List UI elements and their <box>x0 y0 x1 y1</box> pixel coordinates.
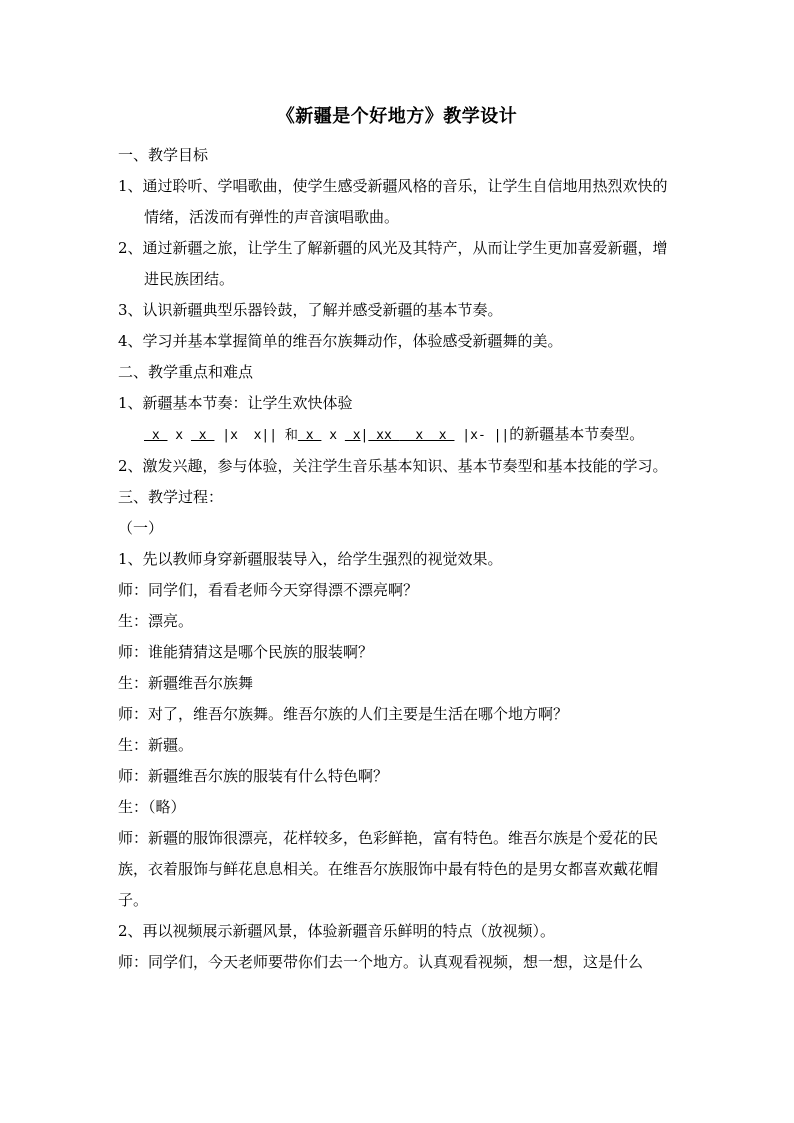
rhythm-note: x <box>144 428 168 443</box>
dialogue-line: 师：新疆的服饰很漂亮，花样较多，色彩鲜艳，富有特色。维吾尔族是个爱花的民族，衣着服饰与鲜花息息相关。在维吾尔族服饰中最有特色的是男女都喜欢戴花帽子。 <box>118 829 659 909</box>
key-point-2: 2、激发兴趣，参与体验，关注学生音乐基本知识、基本节奏型和基本技能的学习。 <box>118 457 668 475</box>
dialogue-line: 生：漂亮。 <box>118 612 194 630</box>
dialogue-line: 师：同学们，今天老师要带你们去一个地方。认真观看视频，想一想，这是什么 <box>118 953 644 971</box>
document-title: 《新疆是个好地方》教学设计 <box>276 106 518 127</box>
process-line: 1、先以教师身穿新疆服装导入，给学生强烈的视觉效果。 <box>118 550 503 568</box>
rhythm-note: x x <box>399 428 455 443</box>
section-heading-goals: 一、教学目标 <box>118 146 209 164</box>
section-heading-key-points: 二、教学重点和难点 <box>118 363 254 381</box>
key-point-1-suffix: 的新疆基本节奏型。 <box>509 425 645 443</box>
dialogue-line: 生：（略） <box>118 798 186 816</box>
key-point-1 <box>118 388 678 451</box>
dialogue-line: 师：谁能猜猜这是哪个民族的服装啊？ <box>118 643 374 661</box>
process-line: 2、再以视频展示新疆风景，体验新疆音乐鲜明的特点（放视频）。 <box>118 922 556 940</box>
dialogue-line: 生：新疆维吾尔族舞 <box>118 674 254 692</box>
rhythm-note: x <box>297 428 322 443</box>
rhythm-note: | <box>360 428 369 443</box>
rhythm-note: x <box>344 428 361 443</box>
rhythm-note: |x x|| 和 <box>214 428 298 443</box>
key-point-1-prefix: 1、新疆基本节奏：让学生欢快体验 <box>118 394 353 412</box>
goal-item-2: 2、通过新疆之旅，让学生了解新疆的风光及其特产，从而让学生更加喜爱新疆，增进民族团结。 <box>118 239 668 288</box>
goal-item-4: 4、学习并基本掌握简单的维吾尔族舞动作，体验感受新疆舞的美。 <box>118 332 563 350</box>
goal-item-1: 1、通过聆听、学唱歌曲，使学生感受新疆风格的音乐，让学生自信地用热烈欢快的情绪，活泼而有弹性的声音演唱歌曲。 <box>118 177 668 226</box>
rhythm-note: |x- || <box>454 428 510 443</box>
goal-item-3: 3、认识新疆典型乐器铃鼓，了解并感受新疆的基本节奏。 <box>118 301 503 319</box>
rhythm-note: x <box>167 428 191 443</box>
rhythm-note: x <box>321 428 345 443</box>
dialogue-line: 师：对了，维吾尔族舞。维吾尔族的人们主要是生活在哪个地方啊？ <box>118 705 569 723</box>
process-subheading: （一） <box>118 519 164 537</box>
rhythm-note: xx <box>368 428 400 443</box>
document-body <box>118 140 678 978</box>
dialogue-line: 生：新疆。 <box>118 736 194 754</box>
section-heading-process: 三、教学过程： <box>118 488 224 506</box>
dialogue-line: 师：同学们，看看老师今天穿得漂不漂亮啊？ <box>118 581 419 599</box>
dialogue-line: 师：新疆维吾尔族的服装有什么特色啊？ <box>118 767 389 785</box>
rhythm-note: x <box>190 428 215 443</box>
